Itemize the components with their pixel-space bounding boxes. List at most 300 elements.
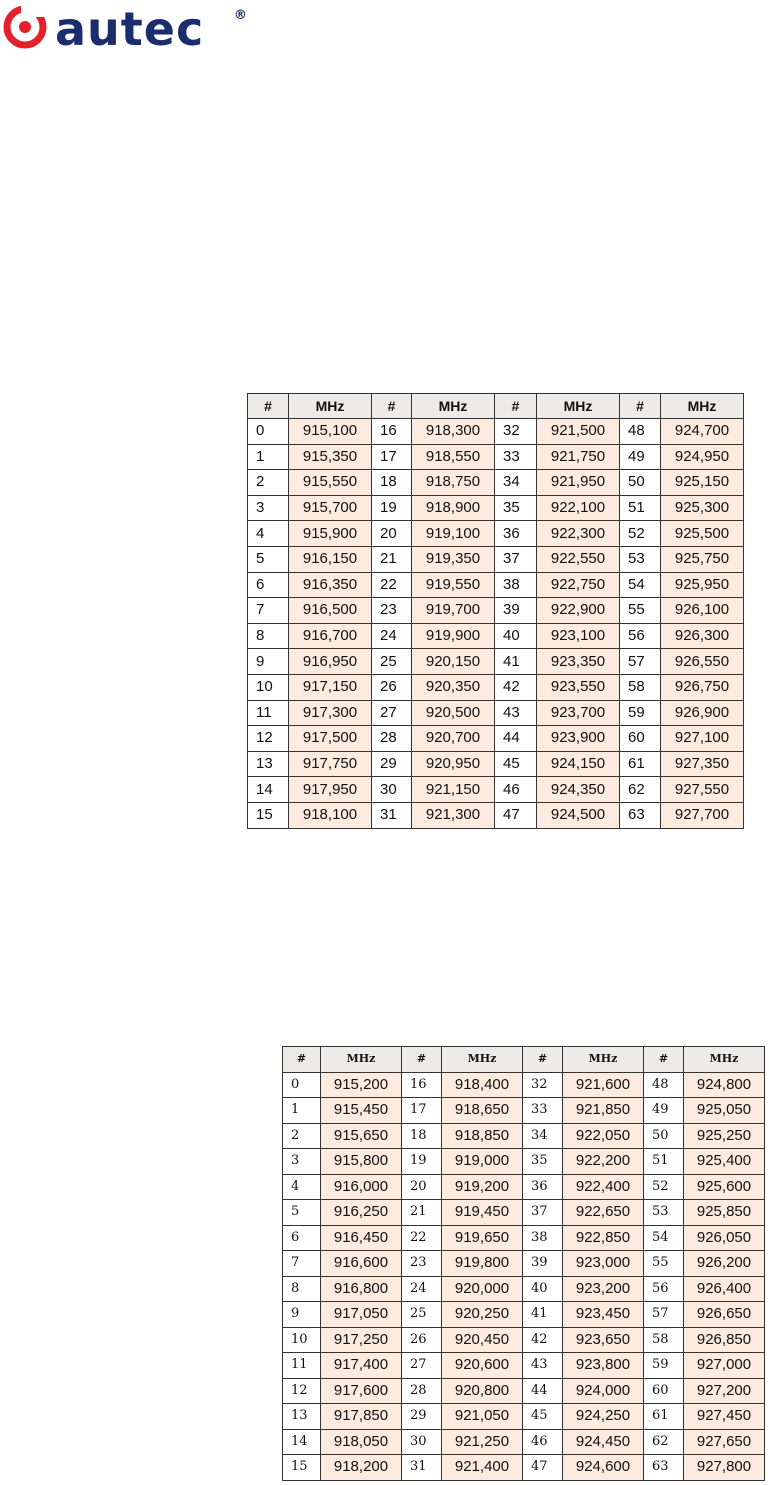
frequency-cell: 922,850 xyxy=(563,1225,644,1251)
channel-number-cell: 53 xyxy=(620,546,661,572)
column-header-channel: # xyxy=(372,394,412,419)
channel-number-cell: 18 xyxy=(402,1123,442,1149)
frequency-cell: 926,650 xyxy=(684,1302,765,1328)
channel-number-cell: 23 xyxy=(372,598,412,624)
channel-number-cell: 58 xyxy=(644,1327,684,1353)
channel-number-cell: 33 xyxy=(495,444,537,470)
channel-number-cell: 20 xyxy=(372,521,412,547)
frequency-cell: 925,750 xyxy=(661,546,744,572)
channel-number-cell: 61 xyxy=(620,751,661,777)
channel-number-cell: 57 xyxy=(644,1302,684,1328)
frequency-cell: 926,900 xyxy=(661,700,744,726)
column-header-channel: # xyxy=(620,394,661,419)
frequency-cell: 915,650 xyxy=(321,1123,402,1149)
channel-number-cell: 0 xyxy=(248,419,289,445)
frequency-cell: 915,200 xyxy=(321,1072,402,1098)
channel-number-cell: 6 xyxy=(248,572,289,598)
frequency-cell: 922,050 xyxy=(563,1123,644,1149)
table-row xyxy=(283,1276,765,1302)
channel-number-cell: 45 xyxy=(495,751,537,777)
channel-number-cell: 63 xyxy=(620,802,661,828)
frequency-cell: 920,000 xyxy=(442,1276,523,1302)
channel-number-cell: 21 xyxy=(372,546,412,572)
frequency-cell: 925,850 xyxy=(684,1200,765,1226)
channel-number-cell: 50 xyxy=(620,470,661,496)
channel-number-cell: 36 xyxy=(523,1174,563,1200)
frequency-cell: 918,400 xyxy=(442,1072,523,1098)
table-row xyxy=(283,1251,765,1277)
channel-number-cell: 2 xyxy=(248,470,289,496)
table-row xyxy=(283,1200,765,1226)
frequency-cell: 919,550 xyxy=(412,572,495,598)
frequency-cell: 923,800 xyxy=(563,1353,644,1379)
frequency-cell: 924,150 xyxy=(537,751,620,777)
channel-number-cell: 7 xyxy=(248,598,289,624)
frequency-cell: 925,600 xyxy=(684,1174,765,1200)
channel-number-cell: 42 xyxy=(495,674,537,700)
frequency-cell: 923,550 xyxy=(537,674,620,700)
frequency-cell: 924,800 xyxy=(684,1072,765,1098)
channel-number-cell: 9 xyxy=(248,649,289,675)
frequency-cell: 918,200 xyxy=(321,1455,402,1481)
frequency-cell: 918,900 xyxy=(412,495,495,521)
channel-number-cell: 26 xyxy=(402,1327,442,1353)
frequency-cell: 922,550 xyxy=(537,546,620,572)
frequency-cell: 923,000 xyxy=(563,1251,644,1277)
channel-number-cell: 35 xyxy=(495,495,537,521)
channel-number-cell: 31 xyxy=(402,1455,442,1481)
channel-number-cell: 21 xyxy=(402,1200,442,1226)
column-header-mhz: MHz xyxy=(289,394,372,419)
frequency-cell: 921,950 xyxy=(537,470,620,496)
channel-number-cell: 49 xyxy=(620,444,661,470)
column-header-mhz: MHz xyxy=(661,394,744,419)
channel-number-cell: 51 xyxy=(644,1149,684,1175)
frequency-cell: 926,750 xyxy=(661,674,744,700)
column-header-mhz: MHz xyxy=(321,1047,402,1073)
frequency-cell: 926,100 xyxy=(661,598,744,624)
channel-number-cell: 29 xyxy=(372,751,412,777)
channel-number-cell: 63 xyxy=(644,1455,684,1481)
table-row xyxy=(283,1455,765,1481)
channel-number-cell: 18 xyxy=(372,470,412,496)
channel-number-cell: 23 xyxy=(402,1251,442,1277)
frequency-cell: 916,450 xyxy=(321,1225,402,1251)
channel-number-cell: 3 xyxy=(283,1149,321,1175)
frequency-cell: 926,550 xyxy=(661,649,744,675)
frequency-cell: 923,700 xyxy=(537,700,620,726)
frequency-cell: 917,250 xyxy=(321,1327,402,1353)
frequency-cell: 917,750 xyxy=(289,751,372,777)
frequency-cell: 927,550 xyxy=(661,777,744,803)
frequency-cell: 918,850 xyxy=(442,1123,523,1149)
frequency-cell: 915,550 xyxy=(289,470,372,496)
channel-number-cell: 40 xyxy=(523,1276,563,1302)
frequency-cell: 927,200 xyxy=(684,1378,765,1404)
frequency-cell: 924,000 xyxy=(563,1378,644,1404)
frequency-cell: 927,100 xyxy=(661,726,744,752)
channel-number-cell: 17 xyxy=(402,1098,442,1124)
frequency-cell: 920,950 xyxy=(412,751,495,777)
table-row xyxy=(248,470,744,496)
channel-number-cell: 1 xyxy=(283,1098,321,1124)
channel-number-cell: 40 xyxy=(495,623,537,649)
channel-number-cell: 48 xyxy=(620,419,661,445)
channel-number-cell: 33 xyxy=(523,1098,563,1124)
frequency-cell: 917,500 xyxy=(289,726,372,752)
frequency-cell: 919,200 xyxy=(442,1174,523,1200)
table-row xyxy=(248,726,744,752)
frequency-cell: 924,450 xyxy=(563,1429,644,1455)
frequency-cell: 916,150 xyxy=(289,546,372,572)
table-row xyxy=(283,1123,765,1149)
frequency-cell: 922,300 xyxy=(537,521,620,547)
frequency-cell: 922,650 xyxy=(563,1200,644,1226)
frequency-cell: 926,200 xyxy=(684,1251,765,1277)
column-header-channel: # xyxy=(283,1047,321,1073)
channel-number-cell: 1 xyxy=(248,444,289,470)
frequency-cell: 916,800 xyxy=(321,1276,402,1302)
channel-number-cell: 56 xyxy=(644,1276,684,1302)
frequency-cell: 925,150 xyxy=(661,470,744,496)
table-row xyxy=(283,1072,765,1098)
frequency-cell: 918,050 xyxy=(321,1429,402,1455)
channel-number-cell: 26 xyxy=(372,674,412,700)
frequency-cell: 918,750 xyxy=(412,470,495,496)
table-row xyxy=(248,649,744,675)
frequency-cell: 926,300 xyxy=(661,623,744,649)
frequency-cell: 917,300 xyxy=(289,700,372,726)
channel-number-cell: 54 xyxy=(620,572,661,598)
frequency-cell: 920,450 xyxy=(442,1327,523,1353)
channel-number-cell: 14 xyxy=(248,777,289,803)
table-row xyxy=(248,495,744,521)
channel-number-cell: 8 xyxy=(283,1276,321,1302)
frequency-cell: 920,600 xyxy=(442,1353,523,1379)
table-row xyxy=(248,598,744,624)
frequency-cell: 919,000 xyxy=(442,1149,523,1175)
frequency-cell: 922,900 xyxy=(537,598,620,624)
frequency-cell: 927,450 xyxy=(684,1404,765,1430)
frequency-cell: 915,900 xyxy=(289,521,372,547)
channel-number-cell: 44 xyxy=(495,726,537,752)
table-row xyxy=(248,419,744,445)
channel-number-cell: 57 xyxy=(620,649,661,675)
channel-number-cell: 17 xyxy=(372,444,412,470)
table-row xyxy=(283,1225,765,1251)
frequency-cell: 920,350 xyxy=(412,674,495,700)
frequency-cell: 917,400 xyxy=(321,1353,402,1379)
frequency-cell: 919,350 xyxy=(412,546,495,572)
frequency-cell: 921,250 xyxy=(442,1429,523,1455)
channel-number-cell: 54 xyxy=(644,1225,684,1251)
frequency-cell: 924,500 xyxy=(537,802,620,828)
channel-number-cell: 62 xyxy=(644,1429,684,1455)
channel-number-cell: 15 xyxy=(248,802,289,828)
frequency-cell: 919,650 xyxy=(442,1225,523,1251)
frequency-cell: 915,350 xyxy=(289,444,372,470)
channel-number-cell: 28 xyxy=(402,1378,442,1404)
channel-number-cell: 4 xyxy=(248,521,289,547)
frequency-cell: 915,450 xyxy=(321,1098,402,1124)
column-header-channel: # xyxy=(402,1047,442,1073)
brand-name: autec xyxy=(55,2,205,56)
frequency-cell: 919,800 xyxy=(442,1251,523,1277)
channel-number-cell: 31 xyxy=(372,802,412,828)
frequency-cell: 926,850 xyxy=(684,1327,765,1353)
channel-number-cell: 42 xyxy=(523,1327,563,1353)
table-row xyxy=(283,1404,765,1430)
table-row xyxy=(248,546,744,572)
table-row xyxy=(248,674,744,700)
channel-number-cell: 43 xyxy=(523,1353,563,1379)
frequency-cell: 920,250 xyxy=(442,1302,523,1328)
frequency-cell: 923,650 xyxy=(563,1327,644,1353)
frequency-cell: 918,550 xyxy=(412,444,495,470)
frequency-cell: 926,400 xyxy=(684,1276,765,1302)
channel-number-cell: 28 xyxy=(372,726,412,752)
channel-number-cell: 61 xyxy=(644,1404,684,1430)
table-row xyxy=(283,1327,765,1353)
frequency-cell: 927,350 xyxy=(661,751,744,777)
frequency-cell: 923,100 xyxy=(537,623,620,649)
frequency-cell: 923,450 xyxy=(563,1302,644,1328)
channel-number-cell: 5 xyxy=(283,1200,321,1226)
frequency-cell: 920,800 xyxy=(442,1378,523,1404)
column-header-mhz: MHz xyxy=(412,394,495,419)
channel-number-cell: 0 xyxy=(283,1072,321,1098)
table-row xyxy=(248,751,744,777)
frequency-cell: 923,200 xyxy=(563,1276,644,1302)
frequency-cell: 918,650 xyxy=(442,1098,523,1124)
channel-number-cell: 12 xyxy=(248,726,289,752)
channel-number-cell: 19 xyxy=(372,495,412,521)
frequency-cell: 924,700 xyxy=(661,419,744,445)
table-row xyxy=(248,777,744,803)
table-row xyxy=(248,623,744,649)
channel-number-cell: 38 xyxy=(495,572,537,598)
frequency-cell: 916,500 xyxy=(289,598,372,624)
frequency-cell: 922,400 xyxy=(563,1174,644,1200)
column-header-channel: # xyxy=(495,394,537,419)
frequency-cell: 917,150 xyxy=(289,674,372,700)
frequency-cell: 925,050 xyxy=(684,1098,765,1124)
channel-number-cell: 30 xyxy=(372,777,412,803)
channel-number-cell: 16 xyxy=(372,419,412,445)
channel-number-cell: 13 xyxy=(283,1404,321,1430)
frequency-cell: 919,700 xyxy=(412,598,495,624)
frequency-cell: 917,600 xyxy=(321,1378,402,1404)
table-row xyxy=(283,1378,765,1404)
channel-number-cell: 7 xyxy=(283,1251,321,1277)
channel-number-cell: 8 xyxy=(248,623,289,649)
channel-number-cell: 50 xyxy=(644,1123,684,1149)
frequency-table-a xyxy=(247,393,744,829)
autec-logo xyxy=(0,0,260,60)
frequency-cell: 920,500 xyxy=(412,700,495,726)
channel-number-cell: 43 xyxy=(495,700,537,726)
channel-number-cell: 52 xyxy=(620,521,661,547)
channel-number-cell: 53 xyxy=(644,1200,684,1226)
channel-number-cell: 27 xyxy=(372,700,412,726)
channel-number-cell: 52 xyxy=(644,1174,684,1200)
channel-number-cell: 39 xyxy=(495,598,537,624)
frequency-cell: 926,050 xyxy=(684,1225,765,1251)
channel-number-cell: 32 xyxy=(523,1072,563,1098)
frequency-cell: 925,250 xyxy=(684,1123,765,1149)
frequency-cell: 915,800 xyxy=(321,1149,402,1175)
table-header-row xyxy=(283,1047,765,1073)
frequency-cell: 916,350 xyxy=(289,572,372,598)
frequency-cell: 918,100 xyxy=(289,802,372,828)
frequency-cell: 916,000 xyxy=(321,1174,402,1200)
frequency-table-b xyxy=(282,1046,765,1481)
channel-number-cell: 10 xyxy=(283,1327,321,1353)
channel-number-cell: 59 xyxy=(620,700,661,726)
channel-number-cell: 58 xyxy=(620,674,661,700)
frequency-cell: 922,750 xyxy=(537,572,620,598)
registered-mark: ® xyxy=(234,8,247,23)
channel-number-cell: 15 xyxy=(283,1455,321,1481)
column-header-mhz: MHz xyxy=(442,1047,523,1073)
channel-number-cell: 22 xyxy=(372,572,412,598)
frequency-cell: 920,150 xyxy=(412,649,495,675)
frequency-cell: 927,000 xyxy=(684,1353,765,1379)
channel-number-cell: 48 xyxy=(644,1072,684,1098)
frequency-cell: 917,950 xyxy=(289,777,372,803)
channel-number-cell: 37 xyxy=(523,1200,563,1226)
frequency-cell: 916,600 xyxy=(321,1251,402,1277)
channel-number-cell: 14 xyxy=(283,1429,321,1455)
column-header-mhz: MHz xyxy=(537,394,620,419)
channel-number-cell: 32 xyxy=(495,419,537,445)
channel-number-cell: 25 xyxy=(372,649,412,675)
frequency-cell: 927,800 xyxy=(684,1455,765,1481)
frequency-cell: 919,100 xyxy=(412,521,495,547)
channel-number-cell: 36 xyxy=(495,521,537,547)
frequency-cell: 925,400 xyxy=(684,1149,765,1175)
frequency-cell: 925,300 xyxy=(661,495,744,521)
frequency-cell: 915,700 xyxy=(289,495,372,521)
channel-number-cell: 2 xyxy=(283,1123,321,1149)
channel-number-cell: 25 xyxy=(402,1302,442,1328)
frequency-cell: 915,100 xyxy=(289,419,372,445)
channel-number-cell: 56 xyxy=(620,623,661,649)
frequency-cell: 927,700 xyxy=(661,802,744,828)
channel-number-cell: 60 xyxy=(620,726,661,752)
frequency-cell: 916,950 xyxy=(289,649,372,675)
frequency-cell: 925,500 xyxy=(661,521,744,547)
channel-number-cell: 41 xyxy=(523,1302,563,1328)
table-row xyxy=(283,1174,765,1200)
frequency-cell: 921,850 xyxy=(563,1098,644,1124)
channel-number-cell: 3 xyxy=(248,495,289,521)
column-header-channel: # xyxy=(248,394,289,419)
column-header-channel: # xyxy=(523,1047,563,1073)
autec-logo-mark-icon xyxy=(3,5,47,49)
table-row xyxy=(283,1098,765,1124)
channel-number-cell: 29 xyxy=(402,1404,442,1430)
channel-number-cell: 27 xyxy=(402,1353,442,1379)
channel-number-cell: 34 xyxy=(495,470,537,496)
channel-number-cell: 24 xyxy=(402,1276,442,1302)
frequency-cell: 924,600 xyxy=(563,1455,644,1481)
channel-number-cell: 44 xyxy=(523,1378,563,1404)
table-row xyxy=(283,1429,765,1455)
frequency-cell: 916,700 xyxy=(289,623,372,649)
frequency-cell: 922,100 xyxy=(537,495,620,521)
column-header-mhz: MHz xyxy=(563,1047,644,1073)
channel-number-cell: 62 xyxy=(620,777,661,803)
frequency-cell: 921,400 xyxy=(442,1455,523,1481)
frequency-cell: 922,200 xyxy=(563,1149,644,1175)
table-row xyxy=(248,444,744,470)
table-row xyxy=(248,700,744,726)
channel-number-cell: 20 xyxy=(402,1174,442,1200)
channel-number-cell: 41 xyxy=(495,649,537,675)
frequency-cell: 918,300 xyxy=(412,419,495,445)
channel-number-cell: 55 xyxy=(620,598,661,624)
channel-number-cell: 46 xyxy=(495,777,537,803)
channel-number-cell: 16 xyxy=(402,1072,442,1098)
frequency-cell: 921,750 xyxy=(537,444,620,470)
frequency-cell: 921,150 xyxy=(412,777,495,803)
frequency-cell: 925,950 xyxy=(661,572,744,598)
frequency-cell: 923,350 xyxy=(537,649,620,675)
channel-number-cell: 37 xyxy=(495,546,537,572)
column-header-channel: # xyxy=(644,1047,684,1073)
frequency-cell: 920,700 xyxy=(412,726,495,752)
frequency-cell: 924,950 xyxy=(661,444,744,470)
channel-number-cell: 6 xyxy=(283,1225,321,1251)
channel-number-cell: 46 xyxy=(523,1429,563,1455)
table-row xyxy=(283,1302,765,1328)
frequency-cell: 921,600 xyxy=(563,1072,644,1098)
frequency-cell: 921,300 xyxy=(412,802,495,828)
channel-number-cell: 47 xyxy=(523,1455,563,1481)
frequency-cell: 921,500 xyxy=(537,419,620,445)
channel-number-cell: 45 xyxy=(523,1404,563,1430)
table-row xyxy=(283,1353,765,1379)
frequency-cell: 927,650 xyxy=(684,1429,765,1455)
channel-number-cell: 13 xyxy=(248,751,289,777)
channel-number-cell: 38 xyxy=(523,1225,563,1251)
channel-number-cell: 30 xyxy=(402,1429,442,1455)
channel-number-cell: 60 xyxy=(644,1378,684,1404)
frequency-cell: 923,900 xyxy=(537,726,620,752)
channel-number-cell: 39 xyxy=(523,1251,563,1277)
frequency-cell: 916,250 xyxy=(321,1200,402,1226)
channel-number-cell: 35 xyxy=(523,1149,563,1175)
channel-number-cell: 11 xyxy=(283,1353,321,1379)
frequency-cell: 917,850 xyxy=(321,1404,402,1430)
channel-number-cell: 49 xyxy=(644,1098,684,1124)
table-header-row xyxy=(248,394,744,419)
channel-number-cell: 9 xyxy=(283,1302,321,1328)
channel-number-cell: 19 xyxy=(402,1149,442,1175)
channel-number-cell: 4 xyxy=(283,1174,321,1200)
channel-number-cell: 59 xyxy=(644,1353,684,1379)
channel-number-cell: 11 xyxy=(248,700,289,726)
frequency-cell: 921,050 xyxy=(442,1404,523,1430)
channel-number-cell: 34 xyxy=(523,1123,563,1149)
frequency-cell: 924,250 xyxy=(563,1404,644,1430)
frequency-cell: 924,350 xyxy=(537,777,620,803)
channel-number-cell: 22 xyxy=(402,1225,442,1251)
table-row xyxy=(248,802,744,828)
frequency-cell: 919,900 xyxy=(412,623,495,649)
channel-number-cell: 10 xyxy=(248,674,289,700)
